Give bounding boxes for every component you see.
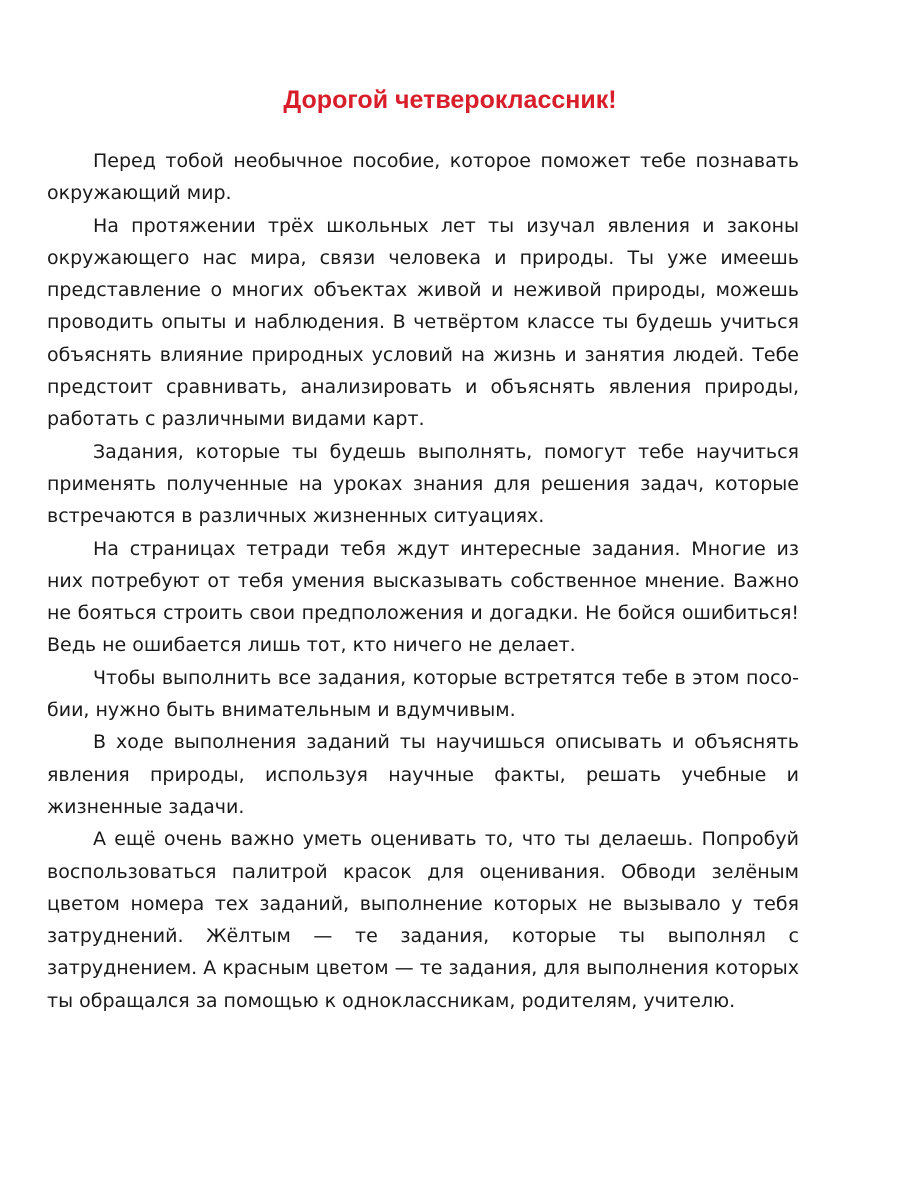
paragraph-workbook: На страницах тетради тебя ждут интересные задания. Многие из них потребуют от тебя умения высказывать собственное мнение. Важно не бояться строить свои предположения и догадки. Не бойся ошибиться! Ведь не ошибается лишь тот, кто ничего не делает.	[47, 537, 799, 657]
body-text	[47, 145, 799, 1017]
paragraph-self-assessment: А ещё очень важно уметь оценивать то, что ты делаешь. Попробуй воспользоваться палитрой красок для оценивания. Обводи зелёным цветом номера тех заданий, выполнение которых не вызывало у тебя затруднений. Жёлтым — те задания, которые ты выполнял с затруднением. А красным цветом — те задания, для выполнения которых ты обращался за помощью к одноклассникам, родителям, учителю.	[47, 828, 799, 1012]
paragraph-intro: Перед тобой необычное пособие, которое поможет тебе познавать окружающий мир.	[47, 150, 799, 205]
paragraph-skills: В ходе выполнения заданий ты научишься описывать и объяснять явления природы, используя научные факты, решать учебные и жизненные задачи.	[47, 731, 799, 818]
paragraph-tasks: Задания, которые ты будешь выполнять, помогут тебе научиться применять полученные на уроках знания для решения задач, которые встречаются в различных жизненных ситуациях.	[47, 440, 799, 528]
paragraph-three-years: На протяжении трёх школьных лет ты изучал явления и законы окружающего нас мира, связи человека и природы. Ты уже имеешь представление о многих объектах живой и неживой природы, можешь проводить опыты и наблюдения. В четвёртом классе ты будешь учиться объяснять влияние природных условий на жизнь и занятия людей. Тебе предстоит сравнивать, анализировать и объяснять явления природы, работать с различными видами карт.	[47, 214, 799, 431]
page-title: Дорогой четвероклассник!	[283, 86, 617, 114]
paragraph-attention: Чтобы выполнить все задания, которые встретятся тебе в этом пособии, нужно быть внимательным и вдумчивым.	[47, 666, 799, 722]
